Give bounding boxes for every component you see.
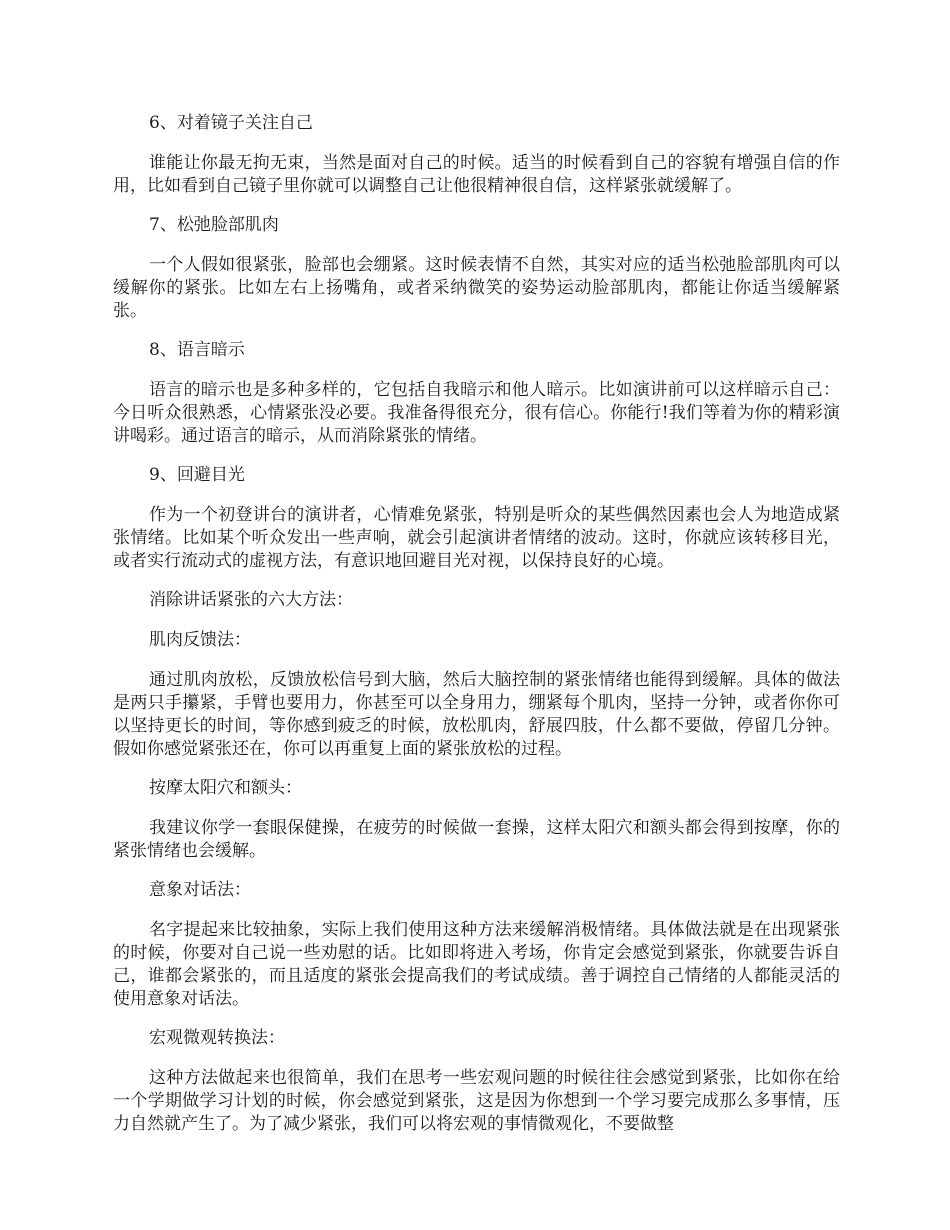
document-page (113, 112, 840, 1152)
paragraph-muscle-feedback: 通过肌肉放松，反馈放松信号到大脑，然后大脑控制的紧张情绪也能得到缓解。具体的做法是两只手攥紧，手臂也要用力，你甚至可以全身用力，绷紧每个肌肉，坚持一分钟，或者你你可以坚持更长的时间，等你感到疲乏的时候，放松肌肉，舒展四肢，什么都不要做，停留几分钟。假如你感觉紧张还在，你可以再重复上面的紧张放松的过程。 (113, 670, 840, 759)
paragraph-face-muscles: 一个人假如很紧张，脸部也会绷紧。这时候表情不自然，其实对应的适当松弛脸部肌肉可以缓解你的紧张。比如左右上扬嘴角，或者采纳微笑的姿势运动脸部肌肉，都能让你适当缓解紧张。 (113, 255, 840, 321)
method-heading-imagery-dialogue: 意象对话法： (149, 880, 251, 900)
paragraph-massage: 我建议你学一套眼保健操，在疲劳的时候做一套操，这样太阳穴和额头都会得到按摩，你的紧张情绪也会缓解。 (113, 818, 840, 861)
method-heading-massage: 按摩太阳穴和额头： (149, 778, 302, 798)
paragraph-macro-micro: 这种方法做起来也很简单，我们在思考一些宏观问题的时候往往会感觉到紧张，比如你在给一个学期做学习计划的时候，你会感觉到紧张，这是因为你想到一个学习要完成那么多事情，压力自然就产生了。为了减少紧张，我们可以将宏观的事情微观化，不要做整 (113, 1068, 840, 1134)
section-heading-avoid-gaze: 9、回避目光 (149, 465, 245, 485)
paragraph-imagery-dialogue: 名字提起来比较抽象，实际上我们使用这种方法来缓解消极情绪。具体做法就是在出现紧张的时候，你要对自己说一些劝慰的话。比如即将进入考场，你肯定会感觉到紧张，你就要告诉自己，谁都会紧张的，而且适度的紧张会提高我们的考试成绩。善于调控自己情绪的人都能灵活的使用意象对话法。 (113, 920, 840, 1009)
paragraph-mirror: 谁能让你最无拘无束，当然是面对自己的时候。适当的时候看到自己的容貌有增强自信的作用，比如看到自己镜子里你就可以调整自己让他很精神很自信，这样紧张就缓解了。 (113, 153, 840, 196)
method-heading-macro-micro: 宏观微观转换法： (149, 1028, 285, 1048)
section-heading-six-methods: 消除讲话紧张的六大方法： (149, 590, 353, 610)
paragraph-verbal-cue: 语言的暗示也是多种多样的，它包括自我暗示和他人暗示。比如演讲前可以这样暗示自己：今日听众很熟悉，心情紧张没必要。我准备得很充分，很有信心。你能行!我们等着为你的精彩演讲喝彩。通过语言的暗示，从而消除紧张的情绪。 (113, 380, 840, 446)
paragraph-avoid-gaze: 作为一个初登讲台的演讲者，心情难免紧张，特别是听众的某些偶然因素也会人为地造成紧张情绪。比如某个听众发出一些声响，就会引起演讲者情绪的波动。这时，你就应该转移目光，或者实行流动式的虚视方法，有意识地回避目光对视，以保持良好的心境。 (113, 505, 840, 571)
section-heading-verbal-cue: 8、语言暗示 (149, 340, 245, 360)
section-heading-mirror: 6、对着镜子关注自己 (149, 113, 313, 133)
section-heading-face-muscles: 7、松弛脸部肌肉 (149, 215, 279, 235)
method-heading-muscle-feedback: 肌肉反馈法： (149, 630, 251, 650)
